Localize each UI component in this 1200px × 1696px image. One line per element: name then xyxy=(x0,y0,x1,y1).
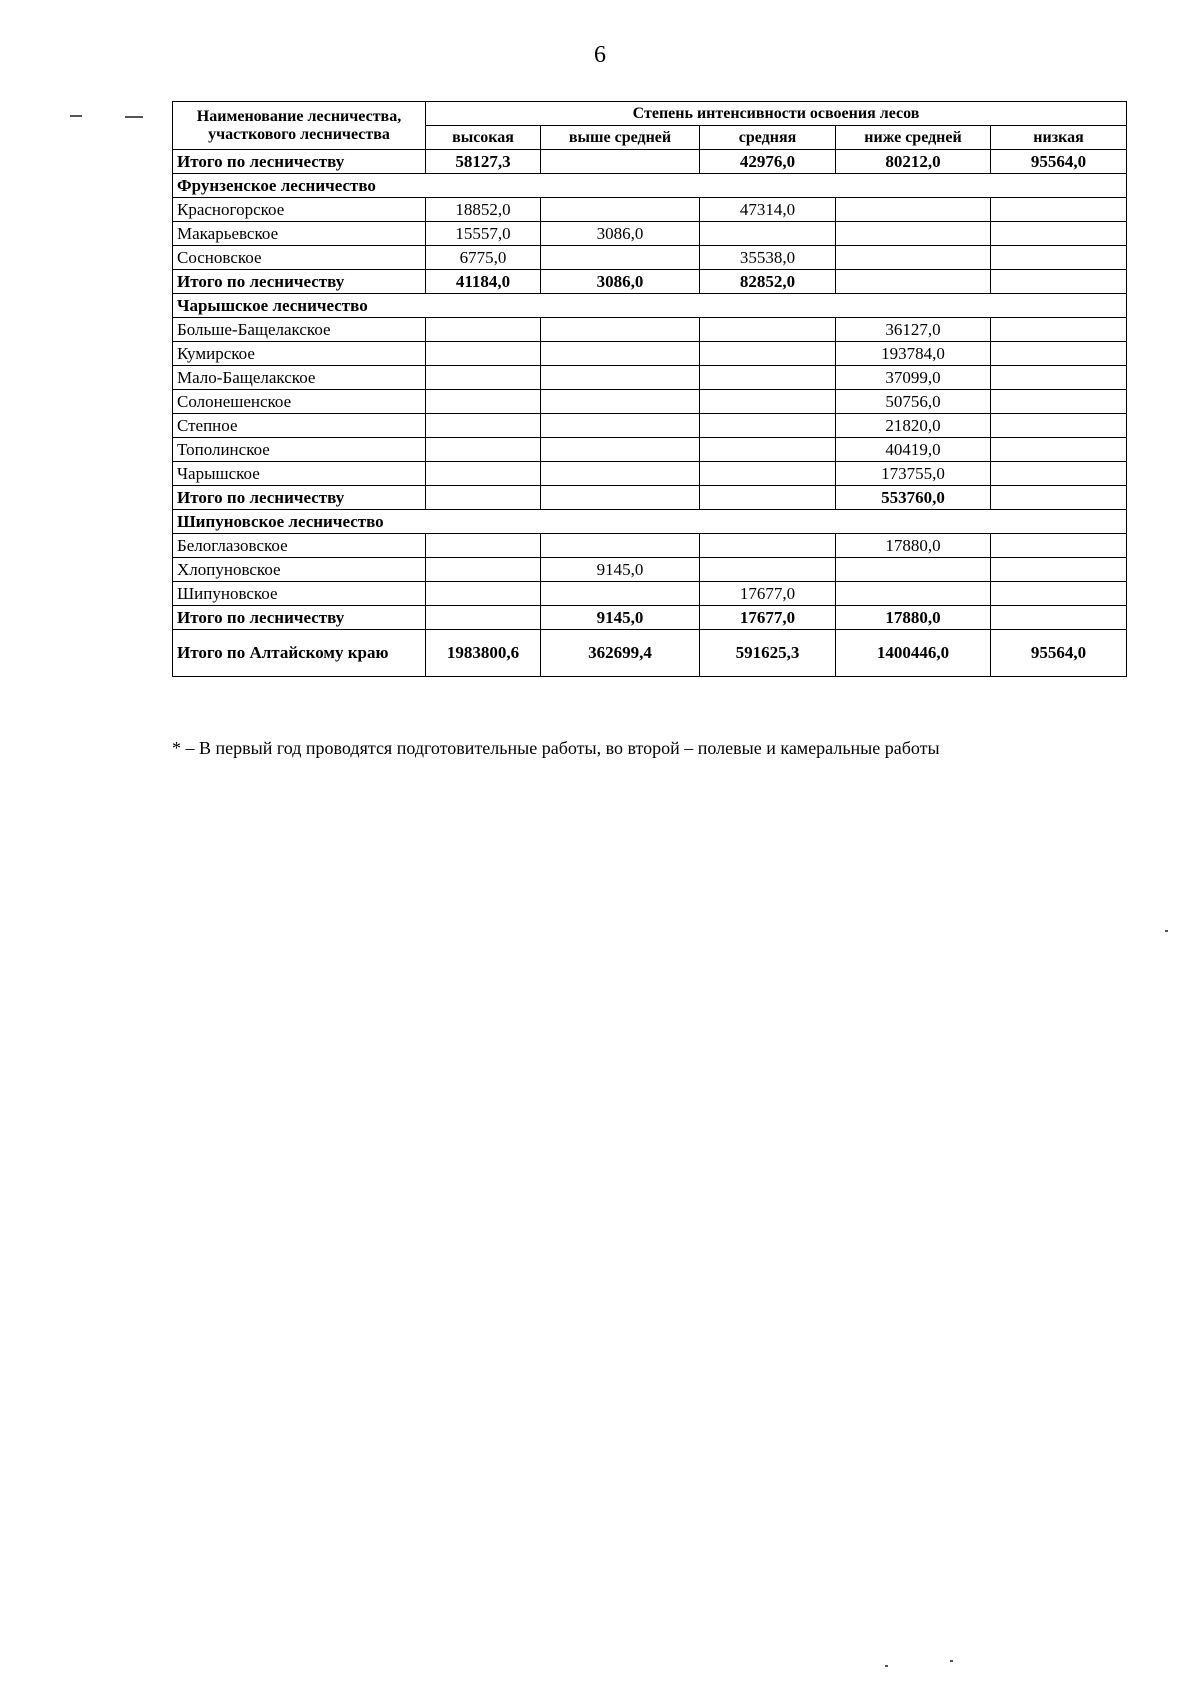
total-row xyxy=(173,486,1127,510)
value-cell xyxy=(700,558,836,582)
scan-speck xyxy=(885,1665,888,1667)
row-name: Красногорское xyxy=(173,198,426,222)
row-name: Тополинское xyxy=(173,438,426,462)
value-cell xyxy=(426,342,541,366)
table-row xyxy=(173,246,1127,270)
header-column: низкая xyxy=(991,126,1127,150)
scan-speck xyxy=(125,116,143,118)
value-cell xyxy=(700,390,836,414)
value-cell xyxy=(541,486,700,510)
value-cell: 1983800,6 xyxy=(426,630,541,677)
row-name: Кумирское xyxy=(173,342,426,366)
scan-speck xyxy=(950,1660,953,1662)
value-cell xyxy=(541,342,700,366)
header-column: высокая xyxy=(426,126,541,150)
value-cell xyxy=(541,390,700,414)
value-cell xyxy=(541,414,700,438)
value-cell: 17677,0 xyxy=(700,582,836,606)
header-column: средняя xyxy=(700,126,836,150)
value-cell xyxy=(991,558,1127,582)
row-name: Мало-Бащелакское xyxy=(173,366,426,390)
value-cell xyxy=(541,150,700,174)
total-row xyxy=(173,150,1127,174)
total-row xyxy=(173,270,1127,294)
table-row xyxy=(173,462,1127,486)
value-cell xyxy=(836,558,991,582)
value-cell xyxy=(426,486,541,510)
value-cell: 17880,0 xyxy=(836,606,991,630)
row-name: Итого по Алтайскому краю xyxy=(173,630,426,677)
value-cell xyxy=(426,534,541,558)
header-intensity-group: Степень интенсивности освоения лесов xyxy=(426,102,1127,126)
footnote: * – В первый год проводятся подготовительные работы, во второй – полевые и камеральные работы xyxy=(172,738,940,758)
value-cell xyxy=(700,318,836,342)
value-cell: 95564,0 xyxy=(991,150,1127,174)
value-cell xyxy=(426,582,541,606)
value-cell xyxy=(836,222,991,246)
value-cell xyxy=(991,438,1127,462)
value-cell: 47314,0 xyxy=(700,198,836,222)
table-row xyxy=(173,366,1127,390)
row-name: Макарьевское xyxy=(173,222,426,246)
row-name: Итого по лесничеству xyxy=(173,606,426,630)
section-title: Шипуновское лесничество xyxy=(173,510,1127,534)
value-cell xyxy=(991,198,1127,222)
value-cell: 3086,0 xyxy=(541,222,700,246)
page-number: 6 xyxy=(594,42,606,68)
value-cell: 553760,0 xyxy=(836,486,991,510)
value-cell xyxy=(541,246,700,270)
value-cell xyxy=(541,462,700,486)
value-cell xyxy=(991,486,1127,510)
value-cell xyxy=(991,270,1127,294)
value-cell: 18852,0 xyxy=(426,198,541,222)
grand-total-row xyxy=(173,630,1127,677)
row-name: Итого по лесничеству xyxy=(173,150,426,174)
value-cell xyxy=(991,414,1127,438)
header-column: ниже средней xyxy=(836,126,991,150)
value-cell xyxy=(426,366,541,390)
value-cell xyxy=(991,582,1127,606)
value-cell xyxy=(426,558,541,582)
value-cell xyxy=(700,438,836,462)
value-cell xyxy=(991,534,1127,558)
value-cell: 17880,0 xyxy=(836,534,991,558)
value-cell xyxy=(426,462,541,486)
value-cell xyxy=(700,222,836,246)
section-title: Чарышское лесничество xyxy=(173,294,1127,318)
section-row xyxy=(173,174,1127,198)
value-cell xyxy=(700,366,836,390)
value-cell: 35538,0 xyxy=(700,246,836,270)
value-cell: 193784,0 xyxy=(836,342,991,366)
total-row xyxy=(173,606,1127,630)
value-cell xyxy=(700,414,836,438)
table-row xyxy=(173,582,1127,606)
section-row xyxy=(173,294,1127,318)
row-name: Итого по лесничеству xyxy=(173,270,426,294)
scan-speck xyxy=(70,115,82,117)
table-row xyxy=(173,222,1127,246)
header-column: выше средней xyxy=(541,126,700,150)
value-cell: 6775,0 xyxy=(426,246,541,270)
table-row xyxy=(173,534,1127,558)
section-title: Фрунзенское лесничество xyxy=(173,174,1127,198)
value-cell: 1400446,0 xyxy=(836,630,991,677)
value-cell xyxy=(836,270,991,294)
table-row xyxy=(173,342,1127,366)
value-cell: 17677,0 xyxy=(700,606,836,630)
value-cell: 80212,0 xyxy=(836,150,991,174)
value-cell: 21820,0 xyxy=(836,414,991,438)
value-cell xyxy=(541,198,700,222)
value-cell: 15557,0 xyxy=(426,222,541,246)
value-cell xyxy=(426,414,541,438)
value-cell: 41184,0 xyxy=(426,270,541,294)
value-cell: 36127,0 xyxy=(836,318,991,342)
row-name: Чарышское xyxy=(173,462,426,486)
value-cell xyxy=(991,342,1127,366)
value-cell: 3086,0 xyxy=(541,270,700,294)
value-cell: 40419,0 xyxy=(836,438,991,462)
value-cell xyxy=(991,318,1127,342)
value-cell xyxy=(991,462,1127,486)
value-cell xyxy=(991,222,1127,246)
value-cell: 82852,0 xyxy=(700,270,836,294)
row-name: Больше-Бащелакское xyxy=(173,318,426,342)
value-cell: 9145,0 xyxy=(541,606,700,630)
table-row xyxy=(173,390,1127,414)
value-cell: 9145,0 xyxy=(541,558,700,582)
value-cell xyxy=(541,534,700,558)
forest-intensity-table xyxy=(172,101,1127,677)
value-cell xyxy=(700,342,836,366)
value-cell: 42976,0 xyxy=(700,150,836,174)
value-cell xyxy=(991,366,1127,390)
value-cell: 37099,0 xyxy=(836,366,991,390)
value-cell: 50756,0 xyxy=(836,390,991,414)
value-cell: 58127,3 xyxy=(426,150,541,174)
value-cell xyxy=(991,606,1127,630)
row-name: Итого по лесничеству xyxy=(173,486,426,510)
value-cell xyxy=(541,438,700,462)
value-cell: 173755,0 xyxy=(836,462,991,486)
value-cell xyxy=(836,246,991,270)
value-cell xyxy=(541,366,700,390)
value-cell xyxy=(541,318,700,342)
table-row xyxy=(173,318,1127,342)
row-name: Сосновское xyxy=(173,246,426,270)
table-row xyxy=(173,438,1127,462)
value-cell xyxy=(991,390,1127,414)
value-cell xyxy=(700,486,836,510)
value-cell xyxy=(700,462,836,486)
value-cell: 591625,3 xyxy=(700,630,836,677)
value-cell xyxy=(426,438,541,462)
section-row xyxy=(173,510,1127,534)
row-name: Шипуновское xyxy=(173,582,426,606)
value-cell xyxy=(426,606,541,630)
row-name: Степное xyxy=(173,414,426,438)
value-cell xyxy=(426,318,541,342)
row-name: Хлопуновское xyxy=(173,558,426,582)
table-row xyxy=(173,198,1127,222)
table-body xyxy=(173,150,1127,677)
value-cell xyxy=(700,534,836,558)
scan-speck xyxy=(1165,930,1168,932)
value-cell xyxy=(836,198,991,222)
table-row xyxy=(173,414,1127,438)
table-row xyxy=(173,558,1127,582)
row-name: Солонешенское xyxy=(173,390,426,414)
header-forestry-name: Наименование лесничества, участкового лесничества xyxy=(173,102,426,150)
value-cell xyxy=(541,582,700,606)
value-cell: 95564,0 xyxy=(991,630,1127,677)
value-cell xyxy=(426,390,541,414)
row-name: Белоглазовское xyxy=(173,534,426,558)
value-cell xyxy=(836,582,991,606)
value-cell: 362699,4 xyxy=(541,630,700,677)
value-cell xyxy=(991,246,1127,270)
